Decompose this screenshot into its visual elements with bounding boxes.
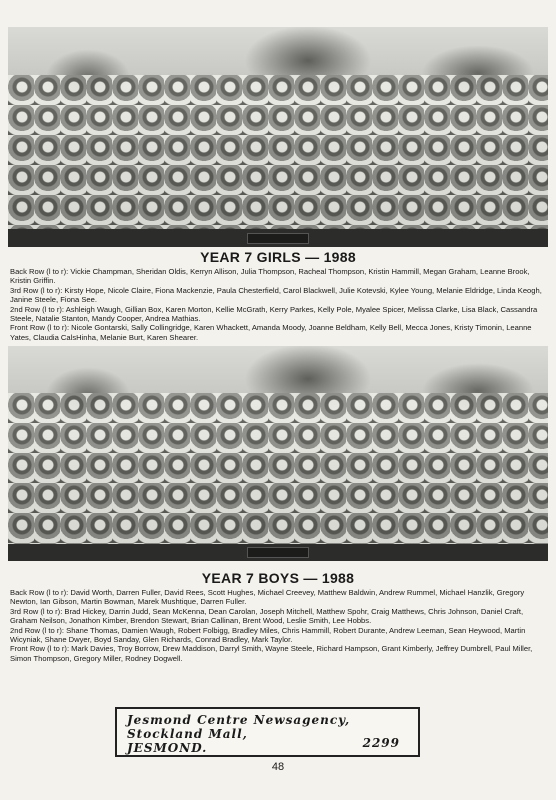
stamp-line-2: Stockland Mall, [127, 727, 248, 741]
boys-front-row: Front Row (l to r): Mark Davies, Troy Borrow, Drew Maddison, Darryl Smith, Wayne Steele, Richard Hampson, Grant Kimberly, Jeffrey Dumbrell, Paul Miller, Simon Thompson, Gregory Miller, Rodney Dogwell. [10, 644, 533, 663]
girls-front-row: Front Row (l to r): Nicole Gontarski, Sally Collingridge, Karen Whackett, Amanda Moody, Joanne Beldham, Kelly Bell, Mecca Jones, Kristy Timonin, Leanne Yates, Claudia CalsHinha, Melanie Burt, Karen Shearer. [10, 323, 532, 342]
photo-students [8, 75, 548, 247]
page-number: 48 [271, 761, 285, 773]
boys-back-row: Back Row (l to r): David Worth, Darren Fuller, David Rees, Scott Hughes, Michael Creevey, Matthew Baldwin, Andrew Rummel, Michael Hanzlik, Gregory Newton, Ian Gibson, Martin Bowman, Marek Mushtique, Darren Fuller. [10, 588, 525, 607]
newsagency-stamp [115, 707, 420, 757]
stamp-line-1: Jesmond Centre Newsagency, [127, 713, 351, 727]
girls-class-photo [8, 27, 548, 247]
girls-caption [10, 267, 550, 342]
girls-back-row: Back Row (l to r): Vickie Champman, Sheridan Oldis, Kerryn Allison, Julia Thompson, Racheal Thompson, Kristin Hammill, Megan Graham, Leanne Brook, Kristin Griffin. [10, 267, 530, 286]
boys-caption [10, 588, 550, 663]
photo-students [8, 393, 548, 561]
girls-2nd-row: 2nd Row (l to r): Ashleigh Waugh, Gillian Box, Karen Morton, Kellie McGrath, Kerry Parkes, Kelly Pole, Myalee Spicer, Melissa Clarke, Lisa Black, Cassandra Steele, Natalie Stanton, Mandy Cooper, Andrea Mathias. [10, 304, 538, 324]
boys-section-title: YEAR 7 BOYS — 1988 [201, 570, 355, 586]
girls-section-title: YEAR 7 GIRLS — 1988 [200, 249, 356, 265]
boys-class-photo [8, 346, 548, 561]
boys-3rd-row: 3rd Row (l to r): Brad Hickey, Darrin Judd, Sean McKenna, Dean Carolan, Joseph Mitchell, Matthew Spohr, Craig Matthews, Chris Johnson, Daniel Craft, Graham Neilson, Jonathon Kimber, Brendon Stewart, Brian Callinan, Brent Wood, Leslie Smith, Lee Hobbs. [10, 606, 524, 626]
girls-3rd-row: 3rd Row (l to r): Kirsty Hope, Nicole Claire, Fiona Mackenzie, Paula Chesterfield, Carol Blackwell, Julie Kotevski, Kylee Young, Melanie Eldridge, Linda Keogh, Janine Steele, Fiona See. [10, 285, 542, 305]
photo-placard [247, 233, 309, 244]
photo-placard [247, 547, 309, 558]
stamp-line-3: JESMOND. [127, 741, 208, 755]
stamp-price: 2299 [362, 736, 400, 750]
boys-2nd-row: 2nd Row (l to r): Shane Thomas, Damien Waugh, Robert Folbigg, Bradley Miles, Chris Hammill, Robert Durante, Andrew Leeman, Sean Heywood, Martin Wicyniak, Shane Dwyer, Boyd Sanday, Glen Richards, Conrad Bradley, Mark Taylor. [10, 625, 526, 645]
